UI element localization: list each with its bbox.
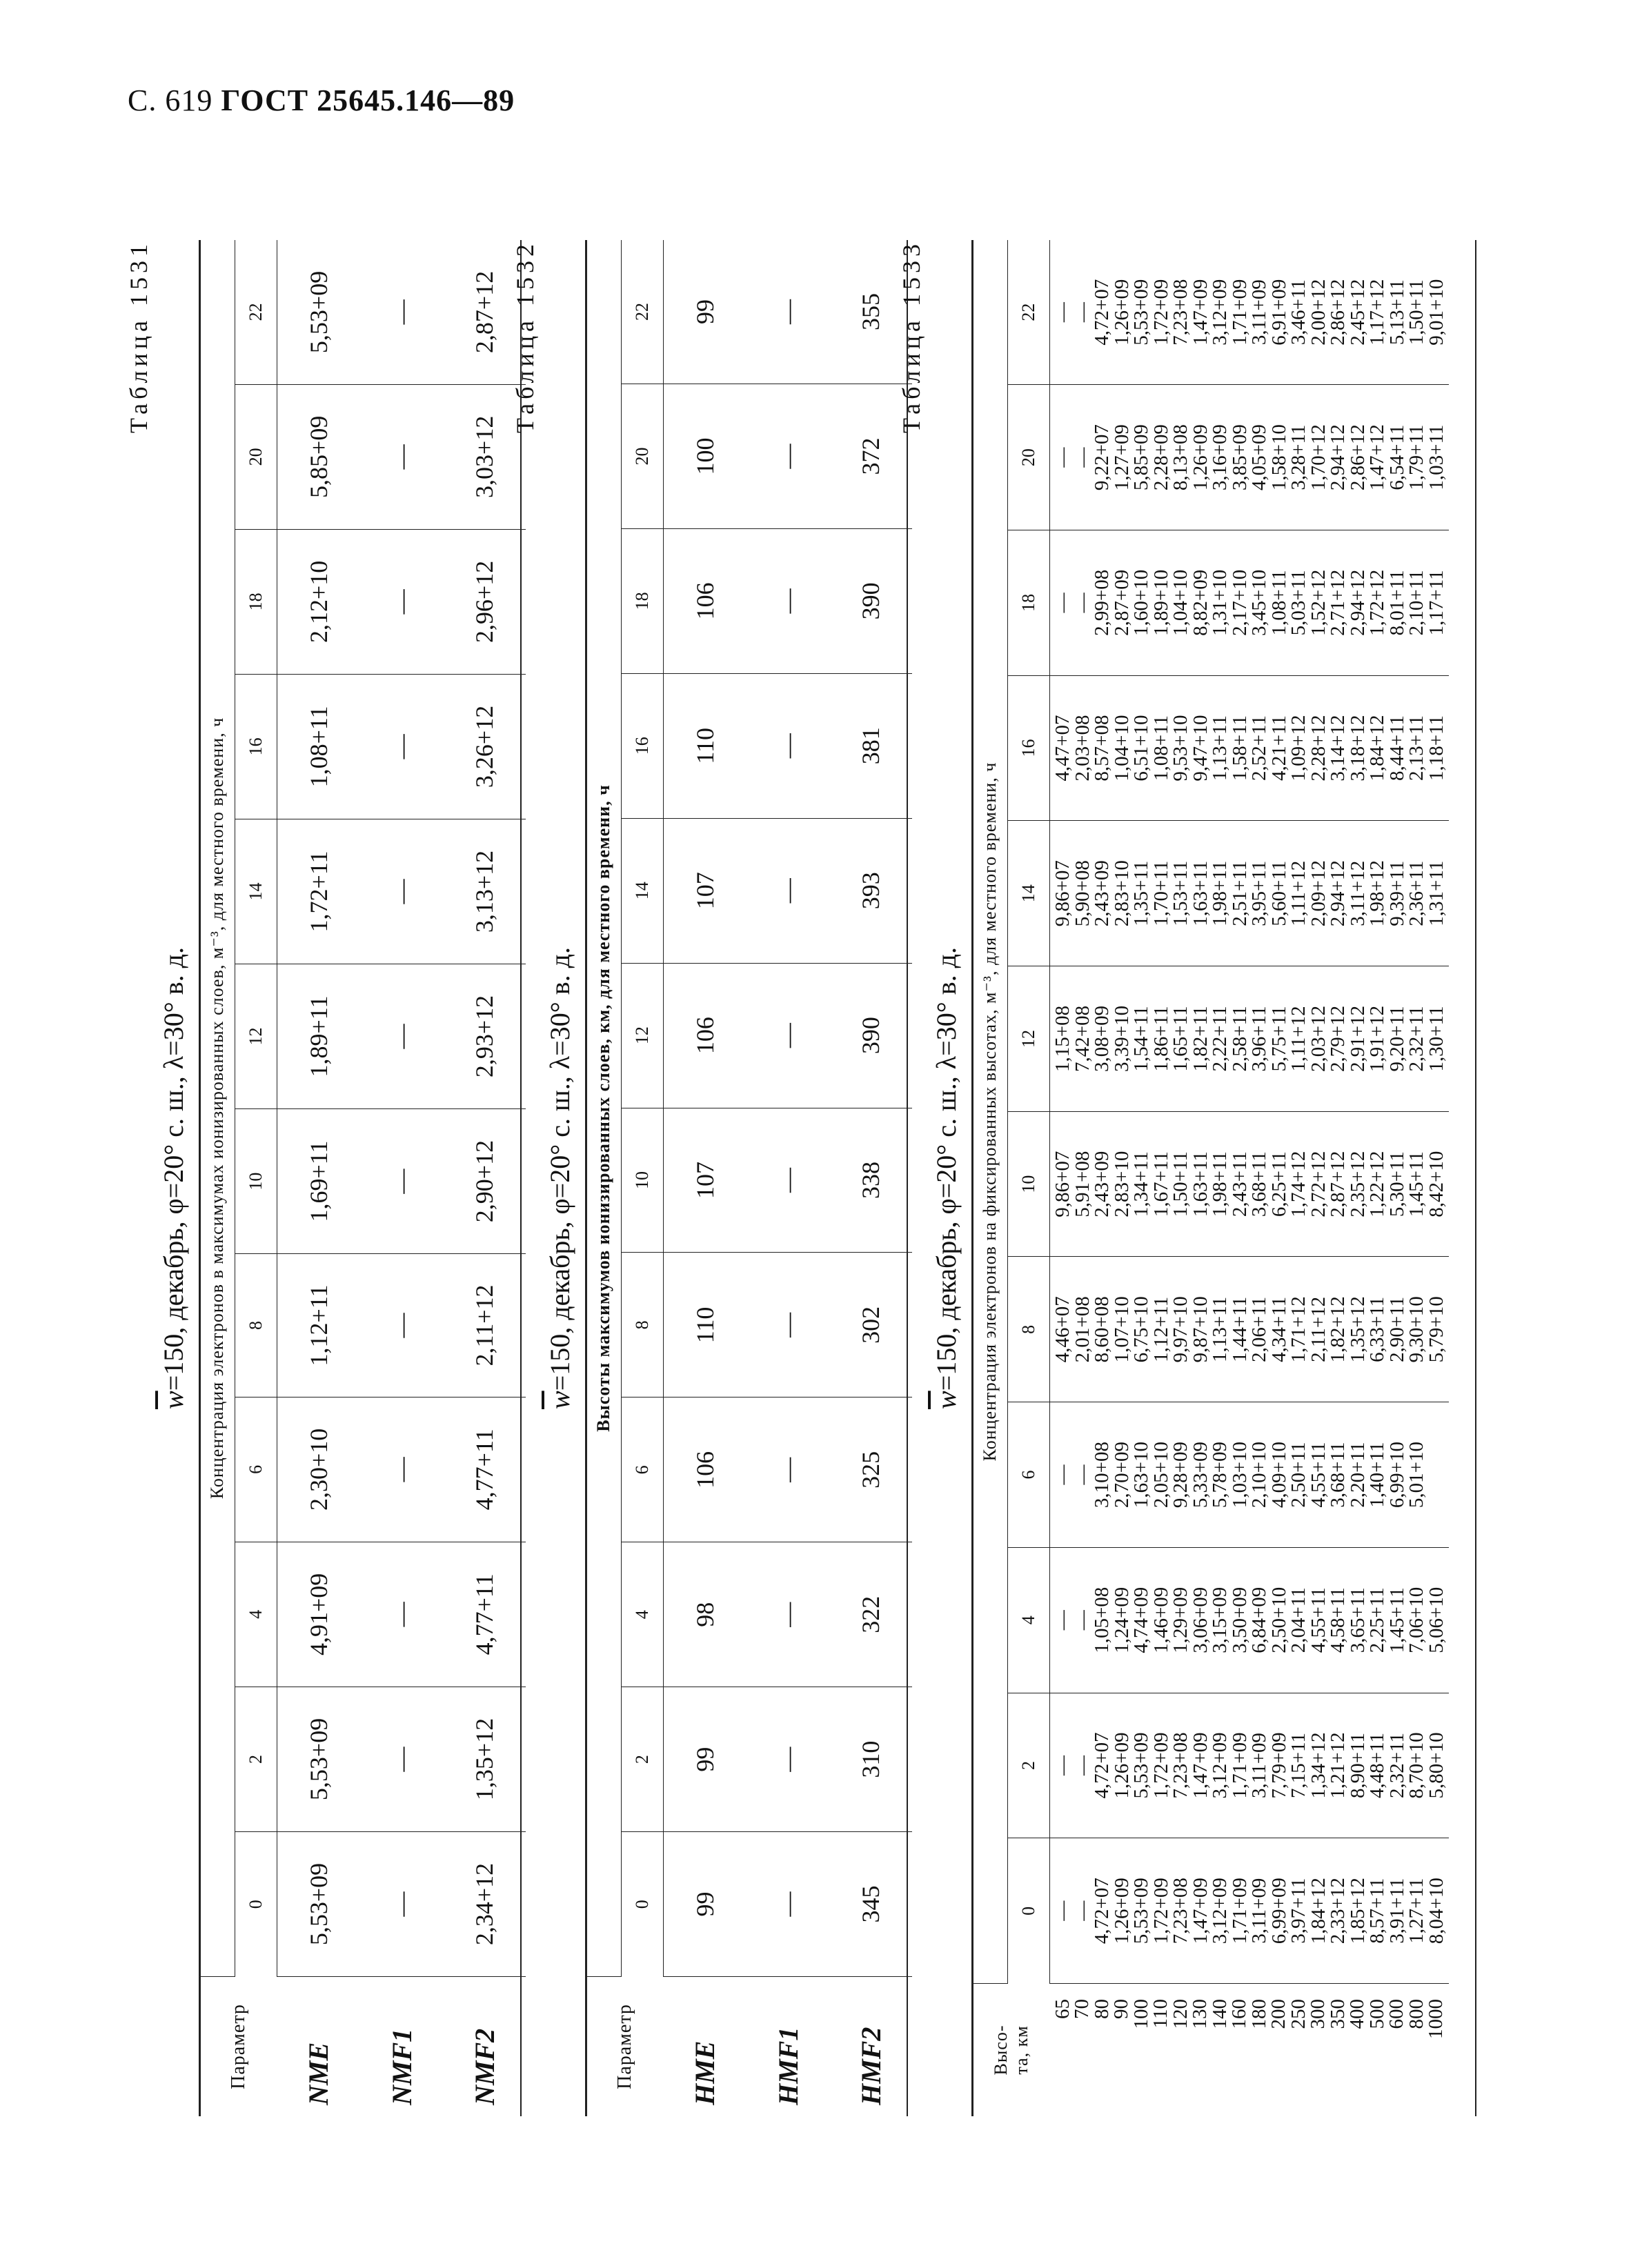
table-title: $\overline{w}=150$, декабрь, φ=20° с. ш., λ=30° в. д. [544, 947, 575, 1409]
hour-header: 8 [235, 1254, 277, 1397]
cell: 390 [829, 528, 912, 673]
hour-header: 6 [235, 1397, 277, 1542]
row-param: NMF2 [468, 2028, 500, 2105]
cell: 4,77+11 [443, 1397, 526, 1542]
cell: — [360, 1254, 443, 1397]
rotated-content [0, 199, 1651, 2268]
hour-header: 6 [1008, 1402, 1050, 1548]
hour-header: 0 [622, 1832, 664, 1977]
hour-header: 16 [622, 673, 664, 818]
table-label: Таблица 1533 [898, 240, 925, 433]
hour-header: 12 [235, 964, 277, 1108]
table-title: $\overline{w}=150$, декабрь, φ=20° с. ш., λ=30° в. д. [931, 947, 962, 1409]
table-1531 [200, 240, 526, 2116]
cell: — [747, 818, 829, 963]
cell: 4,91+09 [277, 1542, 361, 1687]
value-column: 1,15+08 7,42+08 3,08+09 3,39+10 1,54+11 1,86+11 1,65+11 1,82+11 2,22+11 2,58+11 3,96+11 5,75+11 1,11+12 2,03+12 2,79+12 2,91+12 1,91+12 9,20+11 2,32+11 1,30+11 [1050, 966, 1450, 1112]
value-column: — — 9,22+07 1,27+09 5,85+09 2,28+09 8,13+08 1,26+09 3,16+09 3,85+09 4,05+09 1,58+10 3,28+11 1,70+12 2,94+12 2,86+12 1,47+12 6,54+11 1,79+11 1,03+11 [1050, 385, 1450, 530]
hour-header: 20 [622, 384, 664, 529]
value-column: — — 1,05+08 1,24+09 4,74+09 1,46+09 1,29+09 3,06+09 3,15+09 3,50+09 6,84+09 2,50+10 2,04+11 4,55+11 4,58+11 3,65+11 2,25+11 1,45+11 7,06+10 5,06+10 [1050, 1547, 1450, 1693]
bottom-rule [1475, 240, 1476, 2116]
hour-header: 16 [1008, 675, 1050, 821]
cell: 1,89+11 [277, 964, 361, 1108]
cell: — [747, 1253, 829, 1397]
gost-number: ГОСТ 25645.146—89 [221, 83, 515, 117]
hour-header: 18 [622, 528, 664, 673]
value-column: 9,86+07 5,91+08 2,43+09 2,83+10 1,34+11 1,67+11 1,50+11 1,63+11 1,98+11 2,43+11 3,68+11 6,25+11 1,74+12 2,72+12 2,87+12 2,35+12 1,22+12 5,30+11 1,45+11 8,42+10 [1050, 1111, 1450, 1257]
cell: — [747, 963, 829, 1108]
cell: — [747, 1687, 829, 1832]
cell: 2,90+12 [443, 1109, 526, 1254]
hour-header: 14 [1008, 821, 1050, 966]
row-param: HME [689, 2040, 721, 2105]
table-row [360, 240, 443, 2116]
cell: 338 [829, 1108, 912, 1253]
cell: 99 [664, 1687, 747, 1832]
cell: 99 [664, 1832, 747, 1977]
cell: 2,12+10 [277, 529, 361, 674]
value-column: 9,86+07 5,90+08 2,43+09 2,83+10 1,35+11 1,70+11 1,53+11 1,63+11 1,98+11 2,51+11 3,95+11 5,60+11 1,11+12 2,09+12 2,94+12 3,11+12 1,98+12 9,39+11 2,36+11 1,31+11 [1050, 821, 1450, 966]
param-header: Параметр [613, 2004, 635, 2089]
cell: 98 [664, 1542, 747, 1687]
table-row [747, 240, 829, 2116]
cell: 372 [829, 384, 912, 529]
cell: 3,03+12 [443, 384, 526, 529]
table-row [277, 240, 361, 2116]
row-param: NME [303, 2042, 335, 2105]
hour-header: 10 [1008, 1111, 1050, 1257]
cell: 1,12+11 [277, 1254, 361, 1397]
cell: — [360, 529, 443, 674]
cell: — [360, 819, 443, 964]
cell: — [360, 1542, 443, 1687]
table-1532-block [511, 240, 952, 2116]
cell: 302 [829, 1253, 912, 1397]
cell: — [747, 1832, 829, 1977]
table-1531-block [124, 240, 566, 2116]
cell: — [747, 673, 829, 818]
cell: 1,69+11 [277, 1109, 361, 1254]
cell: 99 [664, 240, 747, 384]
cell: 393 [829, 818, 912, 963]
cell: 1,35+12 [443, 1687, 526, 1831]
value-column: — — 4,72+07 1,26+09 5,53+09 1,72+09 7,23+08 1,47+09 3,12+09 1,71+09 3,11+09 7,79+09 7,15+11 1,34+12 1,21+12 8,90+11 4,48+11 2,32+11 8,70+10 5,80+10 [1050, 1693, 1450, 1838]
table-1533-block [897, 240, 1587, 2116]
cell: 5,53+09 [277, 240, 361, 384]
hour-header: 18 [235, 529, 277, 674]
cell: 107 [664, 1108, 747, 1253]
value-column: — — 4,72+07 1,26+09 5,53+09 1,72+09 7,23+08 1,47+09 3,12+09 1,71+09 3,11+09 6,91+09 3,46+11 2,00+12 2,86+12 2,45+12 1,17+12 5,13+11 1,50+11 9,01+10 [1050, 240, 1450, 385]
cell: 325 [829, 1397, 912, 1542]
cell: — [360, 1397, 443, 1542]
hour-header: 4 [1008, 1547, 1050, 1693]
table-body-row [1050, 240, 1450, 2116]
cell: 110 [664, 673, 747, 818]
cell: — [747, 240, 829, 384]
hour-header: 8 [1008, 1257, 1050, 1402]
table-1533 [973, 240, 1449, 2116]
cell: 4,77+11 [443, 1542, 526, 1687]
value-column: — — 3,10+08 2,70+09 1,63+10 2,05+10 9,28+09 5,33+09 5,78+09 1,03+10 2,10+10 4,09+10 2,50+11 4,55+11 3,68+11 2,20+11 1,40+11 6,99+10 5,01+10 [1050, 1402, 1450, 1548]
value-column: 4,46+07 2,01+08 8,60+08 1,07+10 6,75+10 1,12+11 9,97+10 9,87+10 1,13+11 1,44+11 2,06+11 4,34+11 1,71+12 2,11+12 1,82+12 1,35+12 6,33+11 2,90+11 9,30+10 5,79+10 [1050, 1257, 1450, 1402]
height-column: 65 70 80 90 100 110 120 130 140 160 180 200 250 300 350 400 500 600 800 1000 [1051, 1999, 1447, 2039]
cell: — [747, 528, 829, 673]
cell: 390 [829, 963, 912, 1108]
cell: — [360, 1109, 443, 1254]
hour-header: 2 [622, 1687, 664, 1832]
cell: 381 [829, 673, 912, 818]
hour-header: 14 [622, 818, 664, 963]
cell: — [747, 384, 829, 529]
hour-header: 8 [622, 1253, 664, 1397]
cell: — [747, 1397, 829, 1542]
page-header [128, 83, 515, 118]
cell: 106 [664, 1397, 747, 1542]
value-column: 4,47+07 2,03+08 8,57+08 1,04+10 6,51+10 1,08+11 9,53+10 9,47+10 1,13+11 1,58+11 2,52+11 4,21+11 1,09+12 2,28+12 3,14+12 3,18+12 1,84+12 8,44+11 2,13+11 1,18+11 [1050, 675, 1450, 821]
cell: — [360, 384, 443, 529]
hour-header: 18 [1008, 530, 1050, 675]
hour-header: 12 [1008, 966, 1050, 1112]
cell: — [360, 240, 443, 384]
cell: 110 [664, 1253, 747, 1397]
hour-header: 2 [1008, 1693, 1050, 1838]
row-param: NMF1 [386, 2028, 417, 2105]
cell: 2,34+12 [443, 1831, 526, 1976]
cell: 1,08+11 [277, 674, 361, 819]
hour-header: 22 [1008, 240, 1050, 385]
cell: 2,96+12 [443, 529, 526, 674]
hour-header: 6 [622, 1397, 664, 1542]
group-header: Высоты максимумов ионизированных слоев, км, для местного времени, ч [586, 240, 622, 1977]
hour-header: 22 [622, 240, 664, 384]
cell: 5,85+09 [277, 384, 361, 529]
value-column: — — 4,72+07 1,26+09 5,53+09 1,72+09 7,23+08 1,47+09 3,12+09 1,71+09 3,11+09 6,99+09 3,97+11 1,84+12 2,33+12 1,85+12 8,57+11 3,91+11 1,27+11 8,04+10 [1050, 1838, 1450, 1984]
hour-header: 20 [235, 384, 277, 529]
height-header: Высо- та, км [990, 2025, 1031, 2076]
cell: 322 [829, 1542, 912, 1687]
hour-header: 16 [235, 674, 277, 819]
cell: 106 [664, 528, 747, 673]
value-column: — — 2,99+08 2,87+09 1,60+10 1,89+10 1,04+10 8,82+09 1,31+10 2,17+10 3,45+10 1,08+11 5,03+11 1,52+12 2,71+12 2,94+12 1,72+12 8,01+11 2,10+11 1,17+11 [1050, 530, 1450, 675]
hour-header: 10 [622, 1108, 664, 1253]
hour-header: 4 [622, 1542, 664, 1687]
cell: — [747, 1542, 829, 1687]
group-header: Концентрация электронов в максимумах ионизированных слоев, м⁻³, для местного времени, ч [200, 240, 235, 1977]
cell: 5,53+09 [277, 1687, 361, 1831]
param-header: Параметр [227, 2004, 249, 2089]
table-1532 [586, 240, 912, 2116]
table-row [664, 240, 747, 2116]
cell: 1,72+11 [277, 819, 361, 964]
cell: 106 [664, 963, 747, 1108]
cell: 3,26+12 [443, 674, 526, 819]
hour-header: 22 [235, 240, 277, 384]
cell: 2,11+12 [443, 1254, 526, 1397]
cell: 2,93+12 [443, 964, 526, 1108]
cell: — [360, 1831, 443, 1976]
table-label: Таблица 1532 [511, 240, 539, 433]
hour-header: 12 [622, 963, 664, 1108]
cell: — [360, 1687, 443, 1831]
cell: 310 [829, 1687, 912, 1832]
cell: 345 [829, 1832, 912, 1977]
cell: 2,30+10 [277, 1397, 361, 1542]
hour-header: 10 [235, 1109, 277, 1254]
group-header: Концентрация электронов на фиксированных высотах, м⁻³, для местного времени, ч [973, 240, 1008, 1984]
hour-header: 14 [235, 819, 277, 964]
cell: — [360, 964, 443, 1108]
hour-header: 0 [1008, 1838, 1050, 1984]
cell: 2,87+12 [443, 240, 526, 384]
cell: 355 [829, 240, 912, 384]
row-param: HMF1 [772, 2027, 804, 2105]
hour-header: 4 [235, 1542, 277, 1687]
cell: 5,53+09 [277, 1831, 361, 1976]
cell: 3,13+12 [443, 819, 526, 964]
page-number: С. 619 [128, 83, 213, 117]
cell: 100 [664, 384, 747, 529]
cell: — [747, 1108, 829, 1253]
hour-header: 2 [235, 1687, 277, 1831]
hour-header: 0 [235, 1831, 277, 1976]
cell: 107 [664, 818, 747, 963]
table-title: $\overline{w}=150$, декабрь, φ=20° с. ш., λ=30° в. д. [158, 947, 189, 1409]
hour-header: 20 [1008, 385, 1050, 530]
cell: — [360, 674, 443, 819]
table-label: Таблица 1531 [125, 240, 152, 433]
row-param: HMF2 [855, 2027, 887, 2105]
